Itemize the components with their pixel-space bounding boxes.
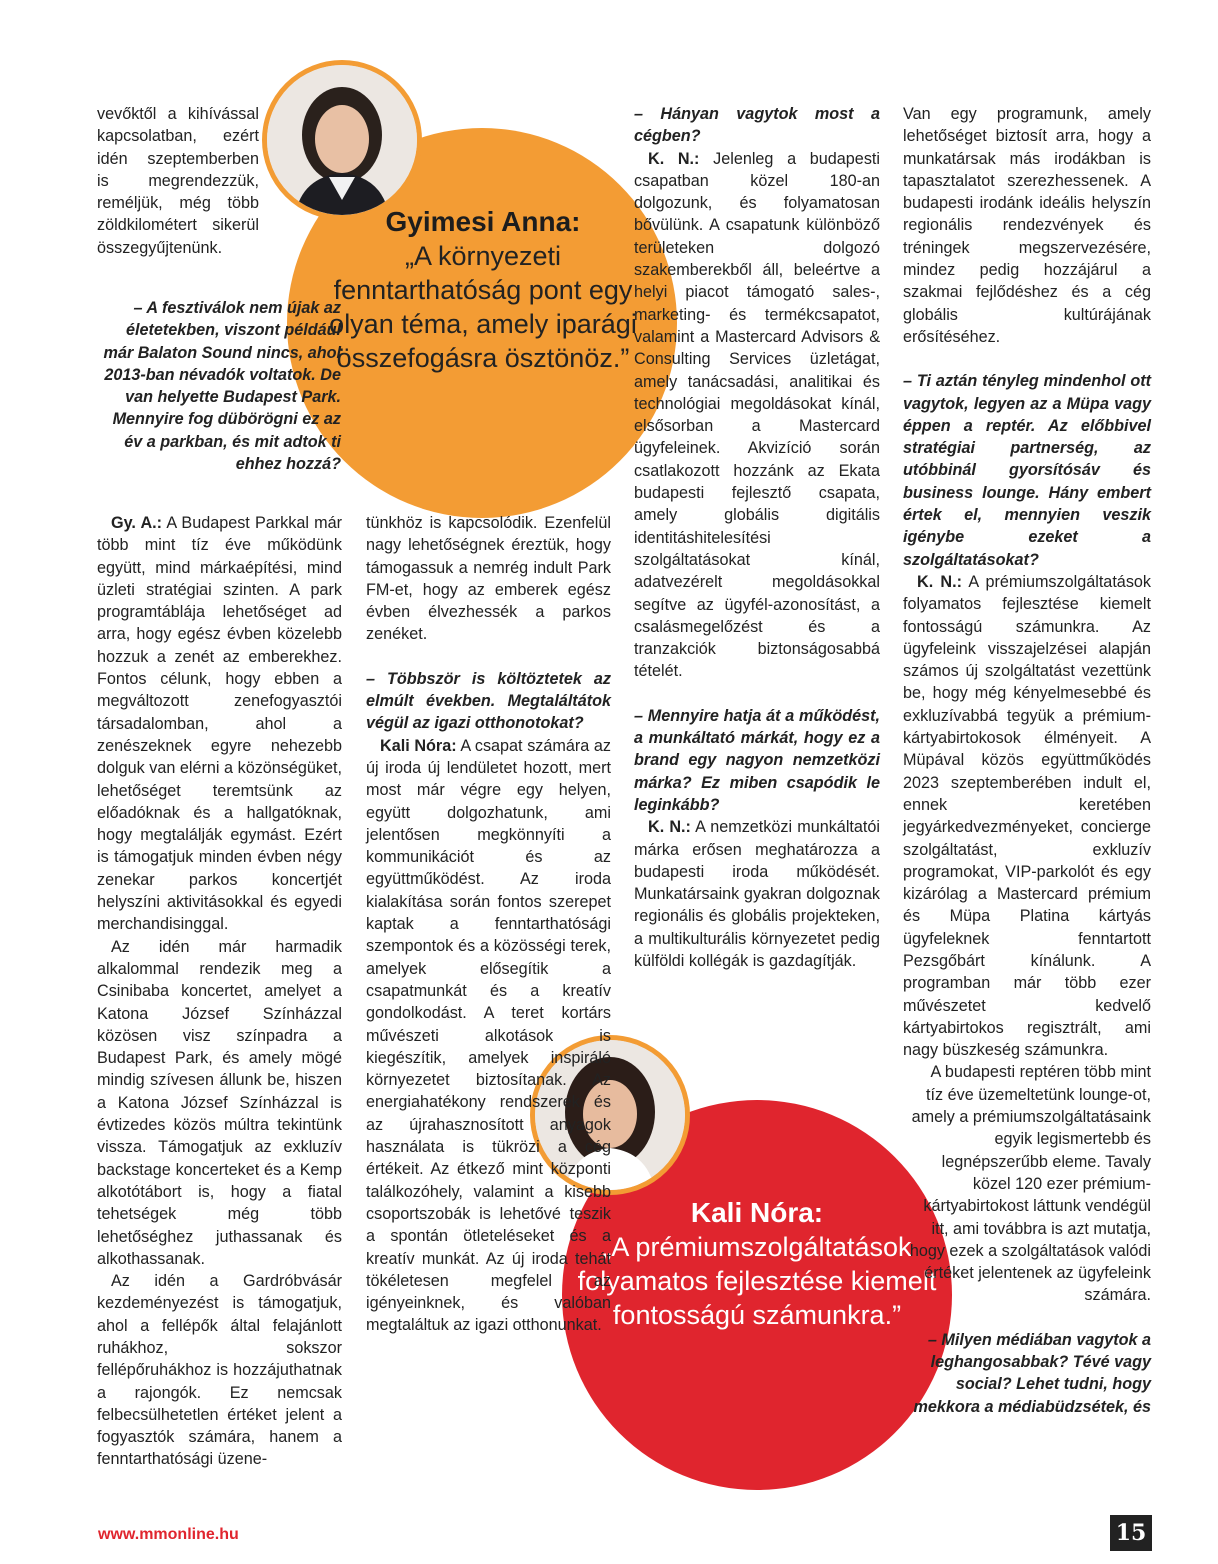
answer-text: A prémiumszolgáltatások folyamatos fejlesztése kiemelt fontosságú számunkra. Az ügyfeleink visszajelzései alapján számos új szolgáltatást vezettünk be, hogy még kényelmesebbé és exkluzívabbá tegyük a prémium-kártyabirtokosok élményeit. A Müpával közös együttműködés 2023 szeptemberében indult el, ennek keretében jegyárkedvezményeket, concierge szolgáltatást, exkluzív programokat, VIP-parkolót és egy kizárólag a Mastercard prémium és Müpa Platina kártyás ügyfeleknek fenntartott Pezsgőbárt kínálunk. A programban már több ezer művészetet kedvelő kártyabirtokos regisztrált, ami nagy büszkeség számunkra. — [903, 572, 1152, 1060]
column-1-body — [97, 512, 342, 1471]
paragraph: Az idén a Gardróbvásár kezdeményezést is támogatjuk, ahol a fellépők által felajánlott ruhákhoz, sokszor fellépőruhákhoz is hozzájuthatnak a rajongók. Ez nemcsak felbecsülhetetlen értéket jelent a fogyasztók számára, hanem a fenntarthatósági üzene- — [97, 1272, 342, 1469]
answer-text: A nemzetközi munkáltatói márka erősen meghatározza a budapesti iroda működését. Munkatársaink gyakran dolgoznak regionális és globális projekteken, a multikulturális környezetet pedig külföldi kollégák is gazdagítják. — [634, 818, 881, 970]
interview-question: – Ti aztán tényleg mindenhol ott vagytok, legyen az a Müpa vagy éppen a reptér. Az előbbivel stratégiai partnerség, az utóbbinál gyorsítósáv és business lounge. Hány embert értek el, mennyien veszik igénybe ezeket a szolgáltatásokat? — [903, 372, 1151, 569]
pull-quote-gyimesi — [318, 205, 648, 375]
column-1-question — [97, 297, 341, 475]
answer-text: A Budapest Parkkal már több mint tíz éve működünk együtt, mind márkaépítési, mind üzleti stratégiai szinten. A park programtáblája lehetőséget ad arra, hogy egész évben közelebb hozzuk a zenét az emberekhez. Fontos célunk, hogy ebben a megváltozott zenefogyasztói társadalomban, ahol a zenészeknek egyre nehezebb dolguk van elérni a közönségüket, lehetőséget teremtsünk az előadóknak és a hallgatóknak, hogy megtalálják egymást. Ezért is támogatjuk minden évben négy zenekar parkos koncertjét helyszíni aktivitásokkal és egyedi merchandisinggal. — [97, 514, 342, 934]
column-4 — [903, 103, 1151, 1418]
paragraph: A budapesti reptéren több mint tíz éve üzemeltetünk lounge-ot, amely a prémiumszolgáltatásaink egyik legismertebb és legnépszerűbb eleme. Tavaly közel 120 ezer prémium-kártyabirtokost láttunk vendégül itt, ami továbbra is azt mutatja, hogy ezek a szolgáltatások valódi értéket jelentenek az ügyfeleink számára. — [909, 1063, 1151, 1305]
speaker-label: K. N.: — [648, 818, 691, 837]
pull-quote-kali — [572, 1196, 942, 1332]
pull-quote-text: „A környezeti fenntarthatóság pont egy olyan téma, amely iparági összefogásra ösztönöz.” — [329, 241, 637, 373]
paragraph: Van egy programunk, amely lehetőséget biztosít arra, hogy a munkatársak más irodákban is tapasztalatot szerezhessenek. A budapesti irodánk ideális helyszín regionális rendezvények és tréningek megszervezésére, mindez pedig hozzájárul a szakmai fejlődéshez és a cég globális kultúrájának erősítéséhez. — [903, 105, 1151, 346]
interview-question: – Hányan vagytok most a cégben? — [634, 105, 880, 146]
speaker-label: Kali Nóra: — [380, 736, 457, 755]
paragraph: Az idén már harmadik alkalommal rendezik meg a Csinibaba koncertet, amelyet a Katona József Színházzal közösen visz színpadra a Budapest Park, és amely mögé mindig szívesen állunk be, hiszen a Katona József Színházzal is évtizedes közös múltra tekintünk vissza. Támogatjuk az exkluzív backstage koncerteket és a Kemp alkotótábort is, hogy a fiatal tehetségek még több lehetőséghez juthassanak és alkothassanak. — [97, 937, 342, 1268]
portrait-photo-gyimesi — [262, 60, 422, 220]
column-2 — [366, 512, 611, 1337]
speaker-label: K. N.: — [917, 572, 962, 591]
interview-question: – Milyen médiában vagytok a leghangosabbak? Tévé vagy social? Lehet tudni, hogy mekkora a médiabüdzsétek, és — [913, 1330, 1151, 1416]
pull-quote-name: Gyimesi Anna: — [385, 206, 581, 237]
interview-question: – Mennyire hatja át a működést, a munkáltató márkát, hogy ez a brand egy nagyon nemzetközi márka? Ez miben csapódik le leginkább? — [634, 706, 880, 814]
pull-quote-name: Kali Nóra: — [690, 1197, 824, 1228]
pull-quote-text: „A prémiumszolgáltatások folyamatos fejlesztése kiemelt fontosságú számunkra.” — [577, 1232, 937, 1330]
column-3 — [634, 103, 880, 972]
speaker-label: Gy. A.: — [111, 514, 163, 532]
paragraph: vevőktől a kihívással kapcsolatban, ezért idén szeptemberben is megrendezzük, reméljük, még több zöldkilométert sikerül összegyűjtenünk. — [97, 105, 259, 257]
interview-question: – Többször is költöztetek az elmúlt években. Megtaláltátok végül az igazi otthonotokat? — [366, 669, 611, 733]
answer-text: A csapat számára az új iroda új lendületet hozott, mert most már végre egy helyen, együtt dolgozhatunk, ami jelentősen megkönnyíti a kommunikációt és az együttműködést. Az iroda kialakítása során fontos szerepet kaptak a fenntarthatósági szempontok és a közösségi terek, amelyek elősegítik a csapatmunkát és a kreatív gondolkodást. A teret kortárs művészeti alkotások is kiegészítik, amelyek inspiráló környezetet biztosítanak. Az energiahatékony rendszerek és az újrahasznosított anyagok használata is tükrözi a cég értékeit. Az étkező mint központi találkozóhely, valamint a kisebb csoportszobák is lehetővé teszik a spontán ötleteléseket és a kreatív munkát. Az új iroda tehát tökéletesen megfelel az igényeinknek, és valóban megtaláltuk az igazi otthonunkat. — [366, 736, 611, 1335]
footer-website-link[interactable]: www.mmonline.hu — [98, 1526, 239, 1543]
answer-text: Jelenleg a budapesti csapatban közel 180-an dolgozunk, és folyamatosan bővülünk. A csapatunk különböző területeken dolgozó szakemberekből áll, beleértve a helyi piacot támogató sales-, marketing- és termékcsapatot, valamint a Mastercard Advisors & Consulting Services üzletágat, amely tanácsadási, analitikai és technológiai megoldásokat kínál, elsősorban a Mastercard ügyfeleinek. Akvizíció során csatlakozott hozzánk az Ekata budapesti fejlesztő csapata, amely globális digitális identitáshitelesítési szolgáltatásokat kínál, adatvezérelt megoldásokkal segítve az ügyfél-azonosítást, a csalásmegelőzést és a tranzakciók biztonságosabbá tételét. — [634, 149, 881, 681]
speaker-label: K. N.: — [648, 149, 700, 168]
interview-question: – A fesztiválok nem újak az életetekben, viszont például már Balaton Sound nincs, ahol 2013-ban névadók voltatok. De van helyette Budapest Park. Mennyire fog dübörögni ez az év a parkban, és mit adtok ti ehhez hozzá? — [103, 299, 341, 474]
paragraph: tünkhöz is kapcsolódik. Ezenfelül nagy lehetőségnek éreztük, hogy támogassuk a nemrég indult Park FM-et, hogy az emberek egész évben élvezhessék a parkos zenéket. — [366, 514, 611, 644]
page-number: 15 — [1110, 1515, 1152, 1551]
column-1-top — [97, 103, 259, 259]
